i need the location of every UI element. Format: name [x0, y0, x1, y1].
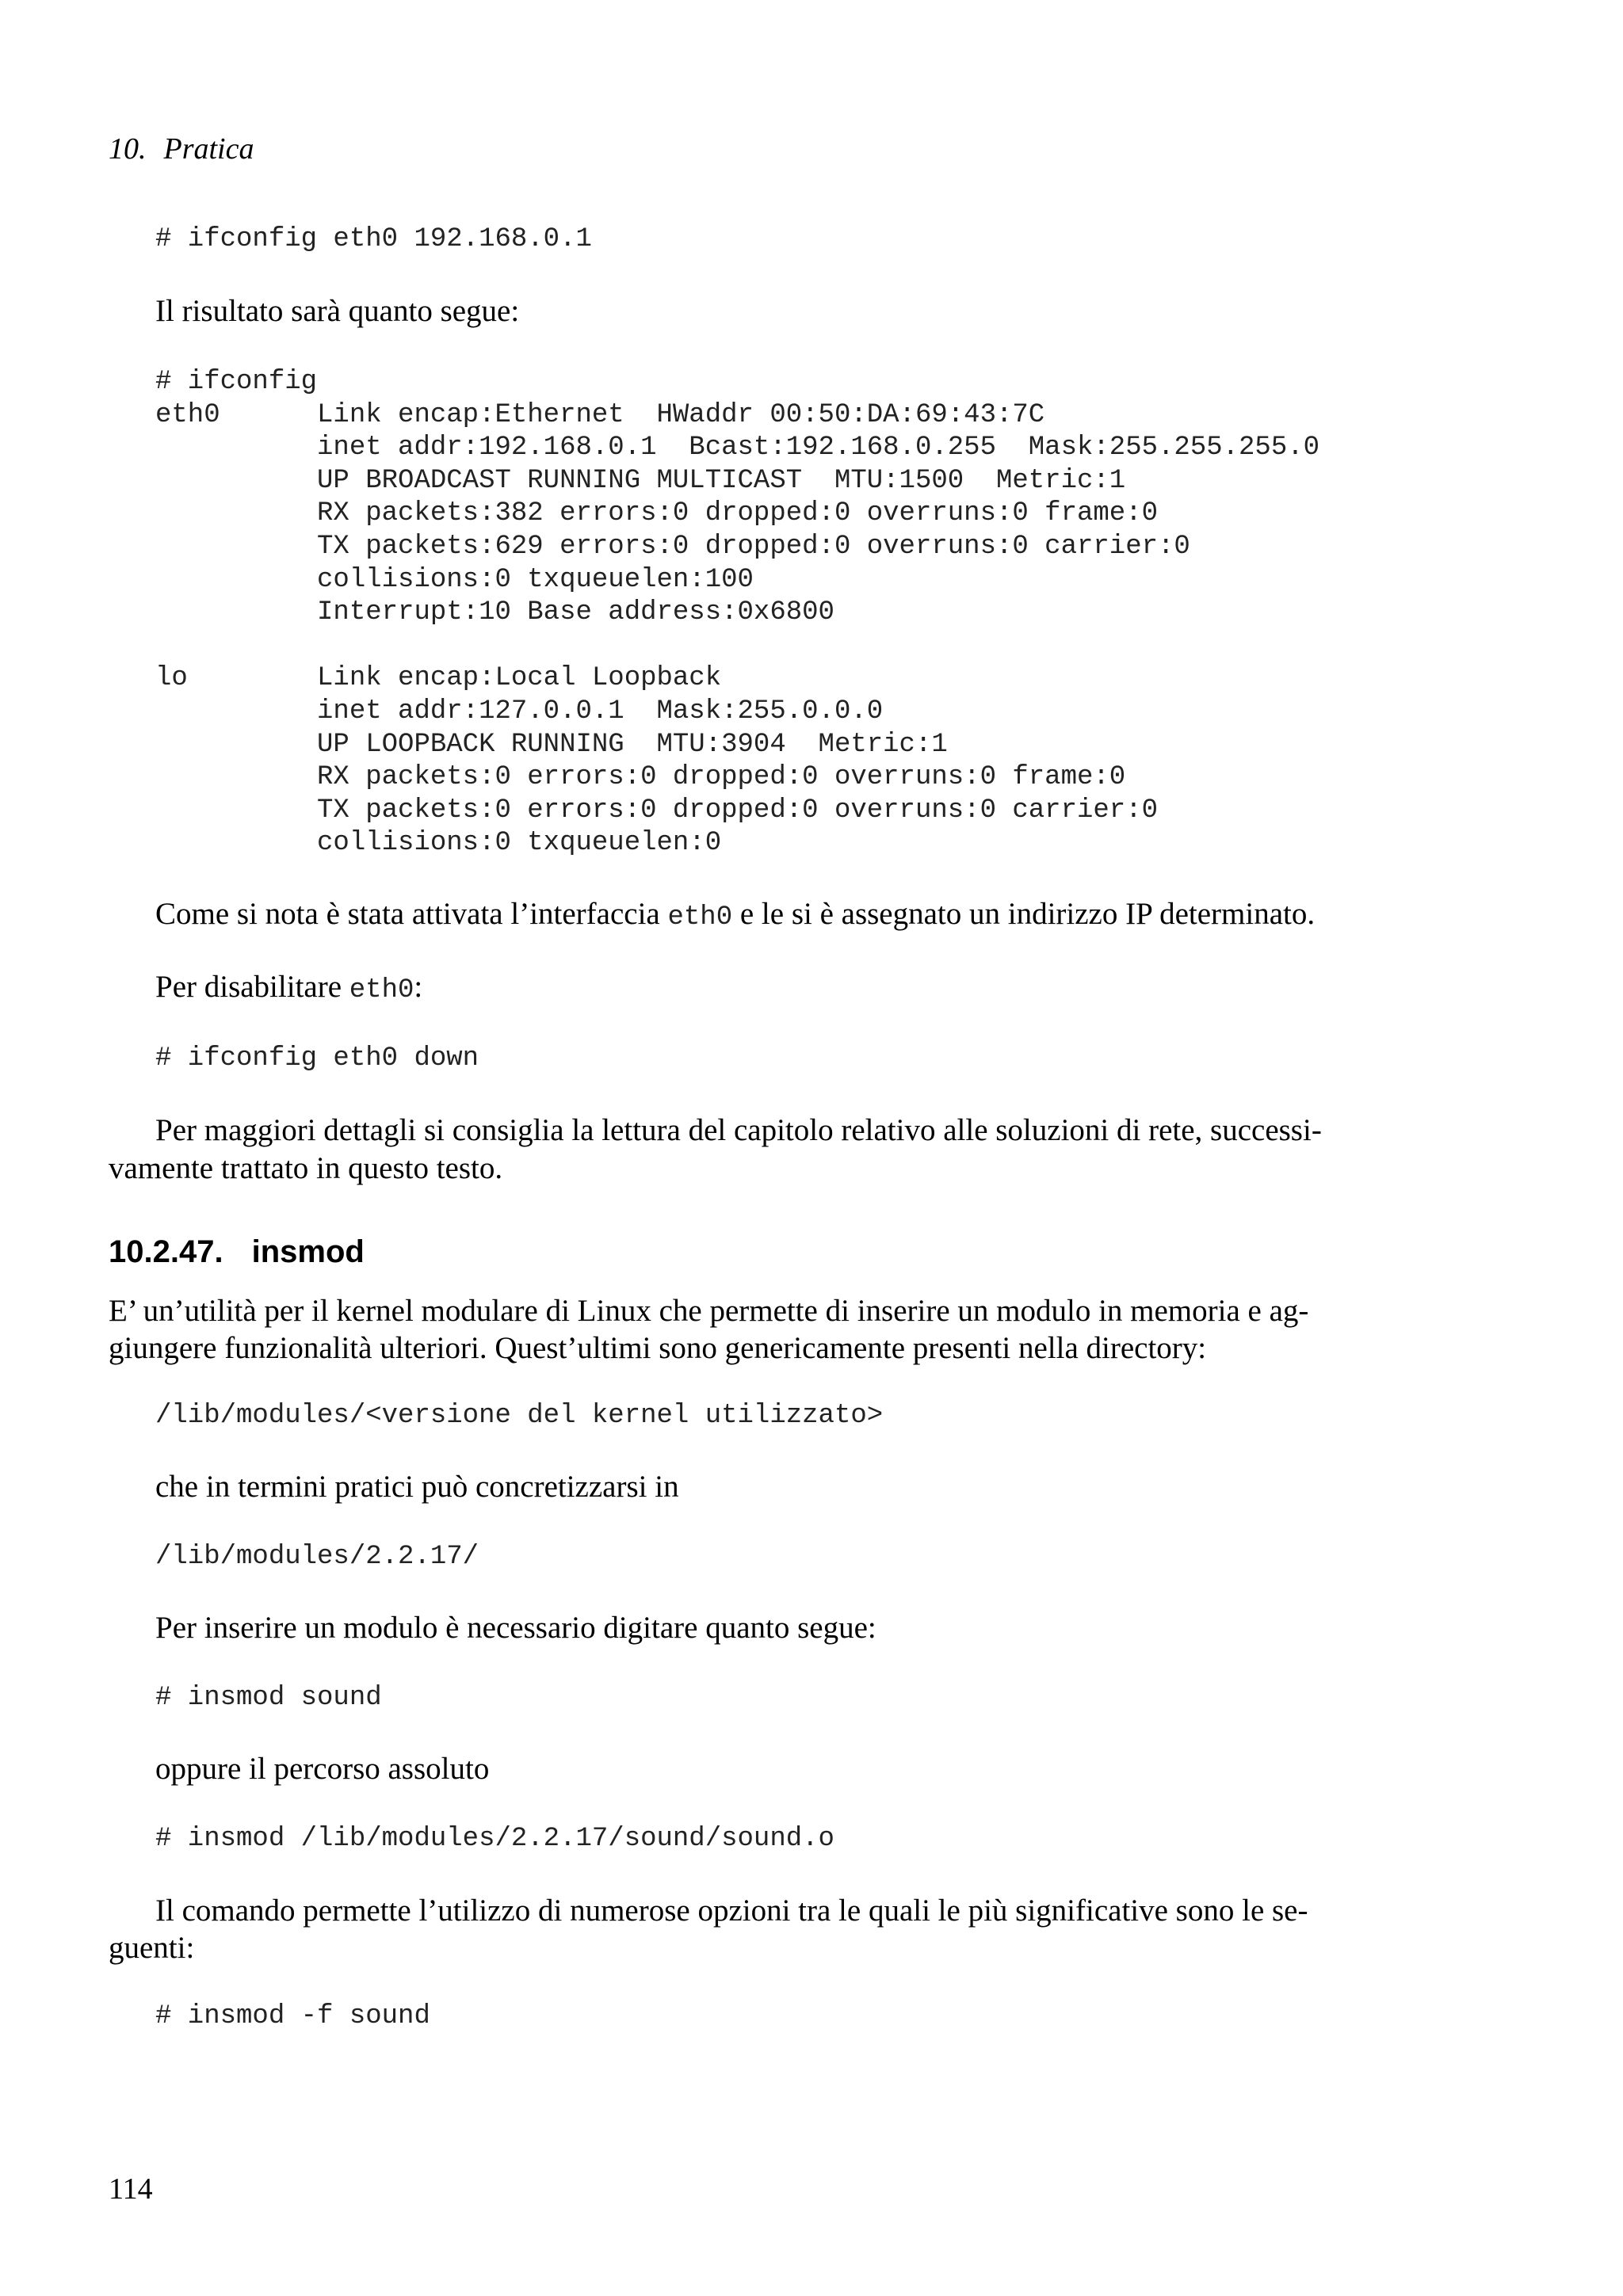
code-insmod-path: # insmod /lib/modules/2.2.17/sound/sound.o [155, 1824, 834, 1854]
chapter-number: 10. [109, 132, 147, 166]
paragraph-disable [155, 968, 422, 1010]
code-insmod-force: # insmod -f sound [155, 2001, 430, 2031]
running-header [109, 132, 254, 166]
paragraph-details-line1: Per maggiori dettagli si consiglia la lettura del capitolo relativo alle soluzioni di rete, successi- [155, 1113, 1322, 1147]
paragraph-insmod-line2: giungere funzionalità ulteriori. Quest’ultimi sono genericamente presenti nella directory: [109, 1331, 1207, 1365]
section-title: insmod [251, 1234, 365, 1269]
inline-code: eth0 [349, 975, 414, 1005]
section-heading [109, 1234, 365, 1270]
paragraph-insmod-line1: E’ un’utilità per il kernel modulare di Linux che permette di inserire un modulo in memoria e ag- [109, 1294, 1309, 1328]
text-segment: Come si nota è stata attivata l’interfaccia [155, 897, 668, 931]
chapter-title: Pratica [163, 132, 254, 166]
paragraph-practical: che in termini pratici può concretizzarsi in [155, 1470, 679, 1504]
section-number: 10.2.47. [109, 1234, 223, 1269]
text-segment: e le si è assegnato un indirizzo IP determinato. [732, 897, 1316, 931]
inline-code: eth0 [667, 902, 733, 933]
text-segment: : [414, 970, 423, 1004]
page-number: 114 [109, 2172, 153, 2206]
paragraph-options-line2: guenti: [109, 1931, 195, 1965]
code-ifconfig-down: # ifconfig eth0 down [155, 1043, 479, 1074]
paragraph-absolute-path: oppure il percorso assoluto [155, 1752, 490, 1786]
paragraph-options-line1: Il comando permette l’utilizzo di numerose opzioni tra le quali le più significative sono le se- [155, 1894, 1308, 1928]
text-segment: Per disabilitare [155, 970, 349, 1004]
paragraph-interface-activated [155, 895, 1315, 937]
code-ifconfig-output: # ifconfig eth0 Link encap:Ethernet HWaddr 00:50:DA:69:43:7C inet addr:192.168.0.1 Bcast:192.168.0.255 Mask:255.255.255.0 UP BROADCAST RUNNING MULTICAST MTU:1500 Metric:1 RX packets:382 errors:0 dropped:0 overruns:0 frame:0 TX packets:629 errors:0 dropped:0 overruns:0 carrier:0 collisions:0 txqueuelen:100 Interrupt:10 Base address:0x6800 lo Link encap:Local Loopback inet addr:127.0.0.1 Mask:255.0.0.0 UP LOOPBACK RUNNING MTU:3904 Metric:1 RX packets:0 errors:0 dropped:0 overruns:0 frame:0 TX packets:0 errors:0 dropped:0 overruns:0 carrier:0 collisions:0 txqueuelen:0 [155, 367, 1320, 859]
paragraph-insert-module: Per inserire un modulo è necessario digitare quanto segue: [155, 1611, 876, 1645]
code-modules-version: /lib/modules/2.2.17/ [155, 1542, 479, 1572]
code-ifconfig-eth0: # ifconfig eth0 192.168.0.1 [155, 224, 592, 254]
code-modules-path: /lib/modules/<versione del kernel utilizzato> [155, 1401, 884, 1431]
paragraph-result: Il risultato sarà quanto segue: [155, 294, 520, 328]
paragraph-details-line2: vamente trattato in questo testo. [109, 1151, 503, 1185]
code-insmod-sound: # insmod sound [155, 1683, 382, 1713]
